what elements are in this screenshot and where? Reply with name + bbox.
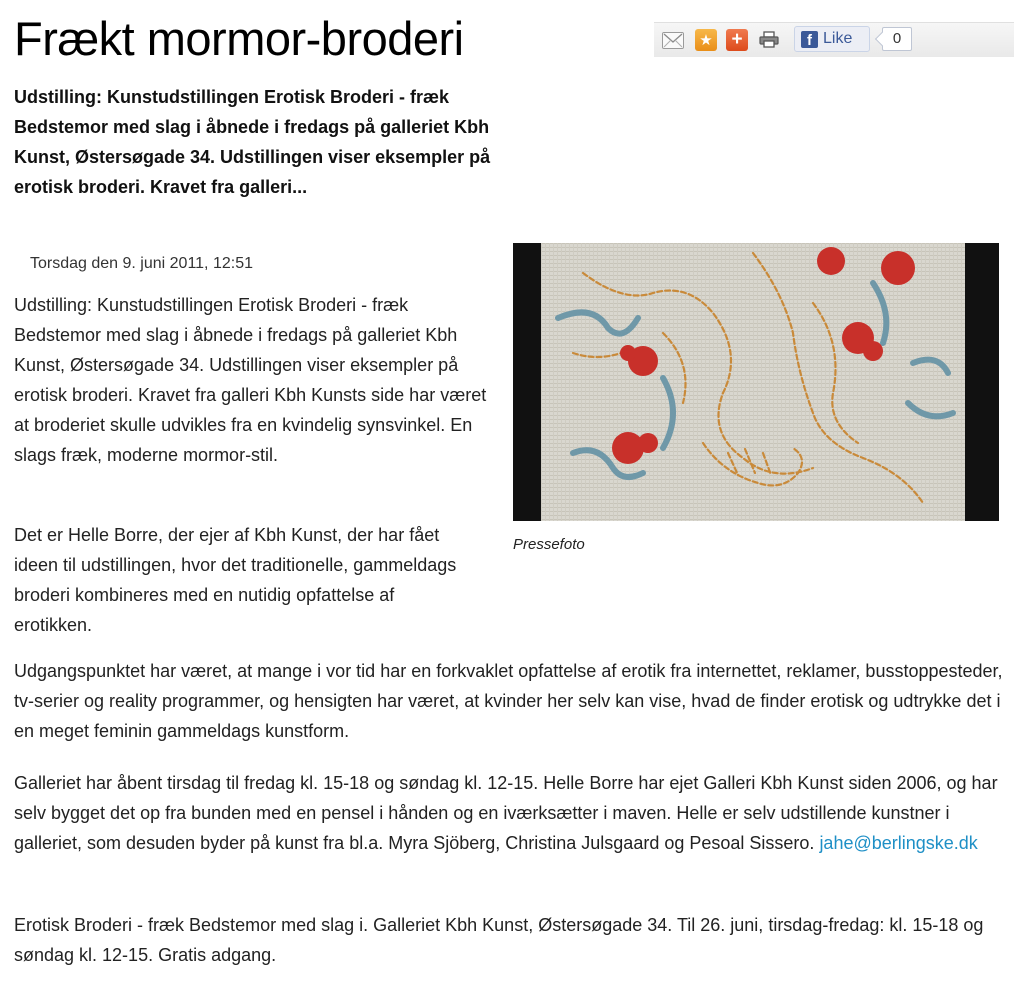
print-icon[interactable] (758, 29, 780, 51)
facebook-like-button[interactable] (794, 26, 870, 52)
article-paragraph: Erotisk Broderi - fræk Bedstemor med slag i. Galleriet Kbh Kunst, Østersøgade 34. Til 26. juni, tirsdag-fredag: kl. 15-18 og søndag kl. 12-15. Gratis adgang. (14, 915, 984, 965)
like-count: 0 (882, 27, 912, 51)
facebook-icon: f (801, 31, 818, 48)
article-paragraph: Det er Helle Borre, der ejer af Kbh Kunst, der har fået ideen til udstillingen, hvor det traditionelle, gammeldags broderi kombineres med en nutidig opfattelse af erotikken. (14, 525, 457, 635)
paragraph-text: Galleriet har åbent tirsdag til fredag kl. 15-18 og søndag kl. 12-15. Helle Borre har ejet Galleri Kbh Kunst siden 2006, og har selv bygget det op fra bunden med en pensel i hånden og en iværksætter i maven. Helle er selv udstillende kunstner i galleriet, som desuden byder på kunst fra bl.a. Myra Sjöberg, Christina Julsgaard og Pesoal Sissero. (14, 773, 998, 853)
image-caption: Pressefoto (513, 536, 585, 553)
article-date: Torsdag den 9. juni 2011, 12:51 (30, 255, 253, 272)
article-paragraph (14, 768, 1019, 858)
author-email-link[interactable]: jahe@berlingske.dk (819, 833, 978, 853)
share-toolbar (654, 22, 1014, 57)
article-photo (513, 243, 999, 521)
article-paragraph: Udstilling: Kunstudstillingen Erotisk Broderi - fræk Bedstemor med slag i åbnede i fredags på galleriet Kbh Kunst, Østersøgade 34. Udstillingen viser eksempler på erotisk broderi. Kravet fra galleri Kbh Kunsts side har været at broderiet skulle udvikles fra en kvindelig synsvinkel. En slags fræk, moderne mormor-stil. (14, 295, 487, 465)
article-paragraph: Udgangspunktet har været, at mange i vor tid har en forkvaklet opfattelse af erotik fra internettet, reklamer, busstoppesteder, tv-serier og reality programmer, og hensigten har været, at kvinder her selv kan vise, hvad de finder erotisk og udtrykke det i en meget feminin gammeldags kunstform. (14, 661, 1003, 741)
mail-icon[interactable] (662, 32, 684, 49)
like-label: Like (823, 30, 853, 47)
article-title: Frækt mormor-broderi (14, 12, 464, 65)
favorite-star-icon[interactable]: ★ (695, 29, 717, 51)
article-lead: Udstilling: Kunstudstillingen Erotisk Broderi - fræk Bedstemor med slag i åbnede i fredags på galleriet Kbh Kunst, Østersøgade 34. Udstillingen viser eksempler på erotisk broderi. Kravet fra galleri... (14, 87, 491, 197)
add-plus-icon[interactable]: + (726, 29, 748, 51)
